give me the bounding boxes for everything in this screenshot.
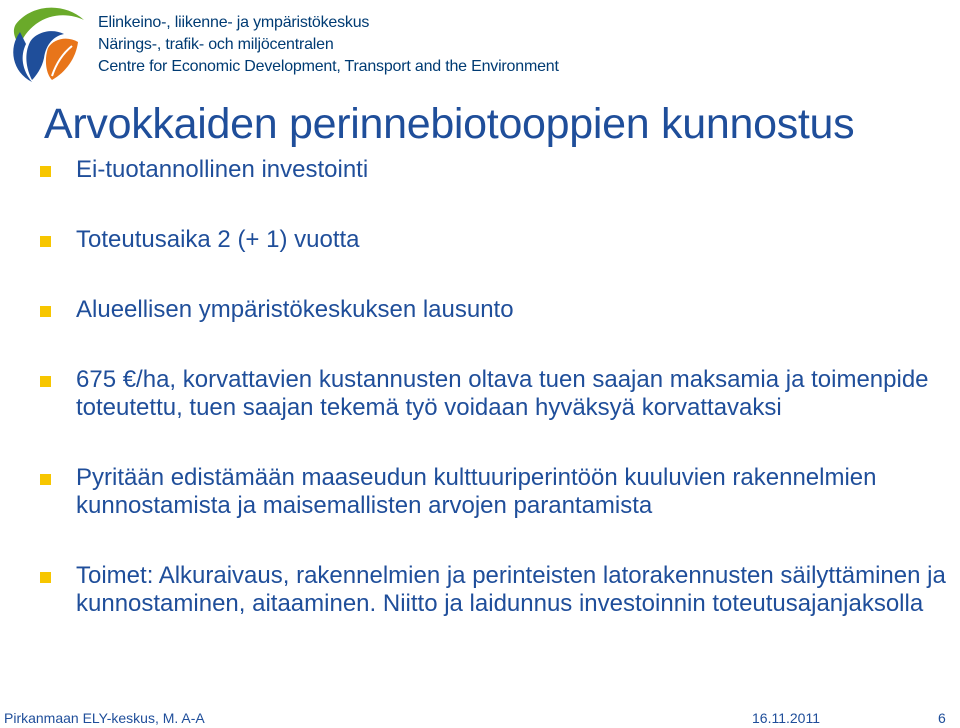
bullet-text: Toimet: Alkuraivaus, rakennelmien ja perinteisten latorakennusten säilyttäminen ja kunnostaminen, aitaaminen. Niitto ja laidunnus investoinnin toteutusajanjaksolla	[76, 562, 946, 617]
bullet-square-icon	[40, 236, 51, 247]
bullet-item	[36, 226, 960, 254]
bullet-item	[36, 296, 960, 324]
bullet-text: Alueellisen ympäristökeskuksen lausunto	[76, 296, 514, 323]
organization-names	[98, 12, 559, 78]
bullet-item	[36, 464, 960, 520]
bullet-text: Pyritään edistämään maaseudun kulttuuriperintöön kuuluvien rakennelmien kunnostamista ja maisemallisten arvojen parantamista	[76, 464, 877, 519]
bullet-square-icon	[40, 474, 51, 485]
ely-leaf-logo-icon	[2, 2, 86, 86]
bullet-square-icon	[40, 572, 51, 583]
bullet-list	[36, 156, 960, 618]
org-name-finnish: Elinkeino-, liikenne- ja ympäristökeskus	[98, 14, 370, 31]
org-name-swedish: Närings-, trafik- och miljöcentralen	[98, 36, 334, 53]
page-number: 6	[938, 710, 946, 726]
bullet-item	[36, 156, 960, 184]
bullet-square-icon	[40, 306, 51, 317]
bullet-text: 675 €/ha, korvattavien kustannusten oltava tuen saajan maksamia ja toimenpide toteutettu, tuen saajan tekemä työ voidaan hyväksyä korvattavaksi	[76, 366, 929, 421]
bullet-item	[36, 562, 960, 618]
footer-date: 16.11.2011	[752, 710, 820, 726]
org-name-english: Centre for Economic Development, Transport and the Environment	[98, 58, 559, 75]
bullet-square-icon	[40, 376, 51, 387]
bullet-item	[36, 366, 960, 422]
footer-presenter: Pirkanmaan ELY-keskus, M. A-A	[4, 710, 205, 726]
slide-title: Arvokkaiden perinnebiotooppien kunnostus	[44, 100, 855, 148]
bullet-text: Ei-tuotannollinen investointi	[76, 156, 369, 183]
bullet-text: Toteutusaika 2 (+ 1) vuotta	[76, 226, 360, 253]
bullet-square-icon	[40, 166, 51, 177]
